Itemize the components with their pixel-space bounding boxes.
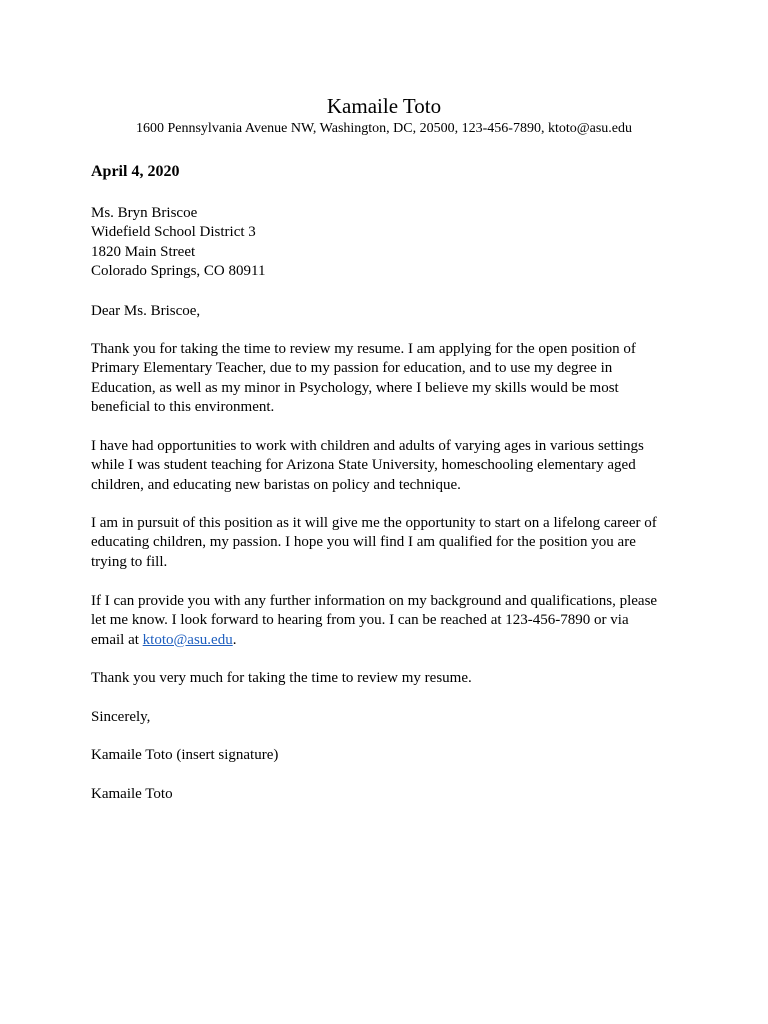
- recipient-street: 1820 Main Street: [91, 243, 196, 260]
- body-paragraph-4: [91, 592, 661, 650]
- email-link[interactable]: ktoto@asu.edu: [142, 631, 233, 648]
- salutation: Dear Ms. Briscoe,: [91, 303, 201, 319]
- recipient-organization: Widefield School District 3: [91, 224, 256, 241]
- signature-placeholder: Kamaile Toto (insert signature): [91, 747, 279, 763]
- recipient-address: [91, 204, 691, 282]
- body-paragraph-5: Thank you very much for taking the time to review my resume.: [91, 670, 472, 686]
- sender-contact-line: 1600 Pennsylvania Avenue NW, Washington, DC, 20500, 123-456-7890, ktoto@asu.edu: [135, 121, 633, 136]
- recipient-city-state-zip: Colorado Springs, CO 80911: [91, 263, 266, 280]
- body-paragraph-3: I am in pursuit of this position as it will give me the opportunity to start on a lifelong career of educating children, my passion. I hope you will find I am qualified for the position you are trying to fill.: [91, 515, 657, 570]
- paragraph-4-end: .: [232, 631, 237, 648]
- letter-date: April 4, 2020: [91, 163, 180, 180]
- typed-name: Kamaile Toto: [91, 786, 173, 802]
- sender-name: Kamaile Toto: [326, 94, 442, 118]
- recipient-name: Ms. Bryn Briscoe: [91, 205, 198, 221]
- body-paragraph-2: I have had opportunities to work with children and adults of varying ages in various settings while I was student teaching for Arizona State University, homeschooling elementary aged children, and educating new baristas on policy and technique.: [91, 438, 644, 493]
- paragraph-4-text: If I can provide you with any further information on my background and qualifications, please let me know. I look forward to hearing from you. I can be reached at 123-456-7890 or via email at: [91, 593, 658, 648]
- closing: Sincerely,: [91, 709, 151, 725]
- body-paragraph-1: Thank you for taking the time to review my resume. I am applying for the open position of Primary Elementary Teacher, due to my passion for education, and to use my degree in Education, as well as my minor in Psychology, where I believe my skills would be most beneficial to this environment.: [91, 341, 636, 416]
